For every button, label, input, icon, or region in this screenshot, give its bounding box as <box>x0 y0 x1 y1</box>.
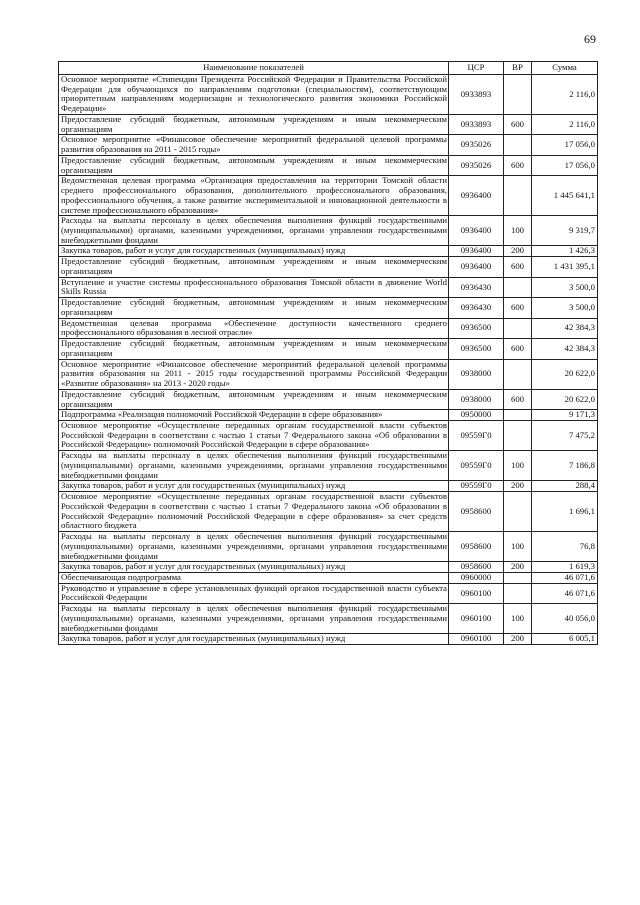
row-name-cell: Расходы на выплаты персоналу в целях обеспечения выполнения функций государственными (муниципальными) органами, казенными учреждениями, органами управления государственными внебюджетными фондами <box>59 604 449 634</box>
row-name-cell: Вступление и участие системы профессионального образования Томской области в движение World Skills Russia <box>59 277 449 297</box>
table-row <box>59 75 598 115</box>
row-vr-cell <box>504 572 532 583</box>
table-row <box>59 339 598 359</box>
row-name-cell: Основное мероприятие «Осуществление переданных органам государственной власти субъектов Российской Федерации в соответствии с частью 1 статьи 7 Федерального закона «Об образовании в Российской Федерации» полномочий Российской Федерации в сфере образования» за счет средств областного бюджета <box>59 492 449 532</box>
table-row <box>59 451 598 481</box>
table-row <box>59 114 598 134</box>
table-row <box>59 492 598 532</box>
row-vr-cell: 600 <box>504 298 532 318</box>
row-name-cell: Предоставление субсидий бюджетным, автономным учреждениям и иным некоммерческим организациям <box>59 298 449 318</box>
row-csr-cell: 09559Г0 <box>449 451 504 481</box>
row-sum-cell: 3 500,0 <box>532 277 598 297</box>
table-row <box>59 583 598 603</box>
row-vr-cell: 600 <box>504 114 532 134</box>
row-sum-cell: 20 622,0 <box>532 389 598 409</box>
row-csr-cell: 0938000 <box>449 359 504 389</box>
row-vr-cell <box>504 176 532 216</box>
row-name-cell: Основное мероприятие «Осуществление переданных органам государственной власти субъектов Российской Федерации в соответствии с частью 1 статьи 7 Федерального закона «Об образовании в Российской Федерации» полномочий Российской Федерации в сфере образования» <box>59 420 449 450</box>
row-sum-cell: 1 696,1 <box>532 492 598 532</box>
row-sum-cell: 40 056,0 <box>532 604 598 634</box>
row-csr-cell: 09559Г0 <box>449 420 504 450</box>
row-name-cell: Расходы на выплаты персоналу в целях обеспечения выполнения функций государственными (муниципальными) органами, казенными учреждениями, органами управления государственными внебюджетными фондами <box>59 532 449 562</box>
budget-table <box>58 61 598 645</box>
row-sum-cell: 46 071,6 <box>532 572 598 583</box>
row-sum-cell: 76,8 <box>532 532 598 562</box>
row-sum-cell: 42 384,3 <box>532 318 598 338</box>
table-row <box>59 389 598 409</box>
row-vr-cell: 100 <box>504 216 532 246</box>
table-row <box>59 318 598 338</box>
row-csr-cell: 0936400 <box>449 257 504 277</box>
row-vr-cell <box>504 410 532 421</box>
row-csr-cell: 0936430 <box>449 277 504 297</box>
row-vr-cell: 200 <box>504 634 532 645</box>
row-sum-cell: 1 619,3 <box>532 562 598 573</box>
row-csr-cell: 0935026 <box>449 155 504 175</box>
table-row <box>59 246 598 257</box>
table-row <box>59 135 598 155</box>
row-sum-cell: 1 426,3 <box>532 246 598 257</box>
row-sum-cell: 42 384,3 <box>532 339 598 359</box>
row-vr-cell <box>504 583 532 603</box>
row-name-cell: Закупка товаров, работ и услуг для государственных (муниципальных) нужд <box>59 562 449 573</box>
row-name-cell: Предоставление субсидий бюджетным, автономным учреждениям и иным некоммерческим организациям <box>59 339 449 359</box>
table-row <box>59 532 598 562</box>
row-csr-cell: 0958600 <box>449 562 504 573</box>
row-sum-cell: 2 116,0 <box>532 75 598 115</box>
row-name-cell: Расходы на выплаты персоналу в целях обеспечения выполнения функций государственными (муниципальными) органами, казенными учреждениями, органами управления государственными внебюджетными фондами <box>59 451 449 481</box>
table-row <box>59 410 598 421</box>
row-vr-cell: 100 <box>504 532 532 562</box>
row-sum-cell: 6 005,1 <box>532 634 598 645</box>
row-name-cell: Обеспечивающая подпрограмма <box>59 572 449 583</box>
row-vr-cell: 600 <box>504 389 532 409</box>
row-vr-cell <box>504 359 532 389</box>
row-csr-cell: 0960100 <box>449 583 504 603</box>
row-csr-cell: 0935026 <box>449 135 504 155</box>
row-name-cell: Закупка товаров, работ и услуг для государственных (муниципальных) нужд <box>59 481 449 492</box>
row-vr-cell: 200 <box>504 246 532 257</box>
row-vr-cell: 100 <box>504 451 532 481</box>
row-csr-cell: 0950000 <box>449 410 504 421</box>
row-sum-cell: 3 500,0 <box>532 298 598 318</box>
table-row <box>59 298 598 318</box>
row-vr-cell: 200 <box>504 562 532 573</box>
row-sum-cell: 7 186,8 <box>532 451 598 481</box>
row-sum-cell: 17 056,0 <box>532 155 598 175</box>
table-row <box>59 176 598 216</box>
row-csr-cell: 0938000 <box>449 389 504 409</box>
row-csr-cell: 0933893 <box>449 75 504 115</box>
row-sum-cell: 17 056,0 <box>532 135 598 155</box>
row-vr-cell <box>504 318 532 338</box>
row-sum-cell: 288,4 <box>532 481 598 492</box>
table-row <box>59 155 598 175</box>
row-vr-cell: 200 <box>504 481 532 492</box>
table-row <box>59 562 598 573</box>
row-name-cell: Предоставление субсидий бюджетным, автономным учреждениям и иным некоммерческим организациям <box>59 257 449 277</box>
row-csr-cell: 09559Г0 <box>449 481 504 492</box>
row-sum-cell: 9 171,3 <box>532 410 598 421</box>
table-row <box>59 604 598 634</box>
row-name-cell: Предоставление субсидий бюджетным, автономным учреждениям и иным некоммерческим организациям <box>59 114 449 134</box>
row-sum-cell: 46 071,6 <box>532 583 598 603</box>
row-name-cell: Руководство и управление в сфере установленных функций органов государственной власти субъекта Российской Федерации <box>59 583 449 603</box>
row-sum-cell: 20 622,0 <box>532 359 598 389</box>
row-sum-cell: 1 445 641,1 <box>532 176 598 216</box>
row-vr-cell: 600 <box>504 339 532 359</box>
row-vr-cell <box>504 135 532 155</box>
row-vr-cell <box>504 75 532 115</box>
row-csr-cell: 0933893 <box>449 114 504 134</box>
row-sum-cell: 7 475,2 <box>532 420 598 450</box>
row-name-cell: Предоставление субсидий бюджетным, автономным учреждениям и иным некоммерческим организациям <box>59 155 449 175</box>
row-csr-cell: 0958600 <box>449 532 504 562</box>
row-sum-cell: 1 431 395,1 <box>532 257 598 277</box>
row-vr-cell <box>504 277 532 297</box>
table-row <box>59 481 598 492</box>
table-row <box>59 359 598 389</box>
row-name-cell: Ведомственная целевая программа «Обеспечение доступности качественного среднего профессионального образования в лесной отрасли» <box>59 318 449 338</box>
row-vr-cell: 600 <box>504 257 532 277</box>
table-row <box>59 420 598 450</box>
row-csr-cell: 0936400 <box>449 176 504 216</box>
table-row <box>59 277 598 297</box>
header-name: Наименование показателей <box>59 62 449 75</box>
row-sum-cell: 2 116,0 <box>532 114 598 134</box>
header-csr: ЦСР <box>449 62 504 75</box>
row-name-cell: Закупка товаров, работ и услуг для государственных (муниципальных) нужд <box>59 246 449 257</box>
row-name-cell: Ведомственная целевая программа «Организация предоставления на территории Томской области среднего профессионального образования, дополнительного профессионального образования, профессионального обучения, а также развитие экспериментальной и инновационной деятельности в системе профессионального образования» <box>59 176 449 216</box>
row-csr-cell: 0936400 <box>449 246 504 257</box>
row-csr-cell: 0958600 <box>449 492 504 532</box>
row-csr-cell: 0936400 <box>449 216 504 246</box>
table-row <box>59 572 598 583</box>
header-vr: ВР <box>504 62 532 75</box>
page-number: 69 <box>584 32 596 46</box>
table-header-row <box>59 62 598 75</box>
row-vr-cell <box>504 492 532 532</box>
row-sum-cell: 9 319,7 <box>532 216 598 246</box>
table-row <box>59 216 598 246</box>
row-csr-cell: 0960100 <box>449 604 504 634</box>
row-csr-cell: 0960000 <box>449 572 504 583</box>
row-name-cell: Закупка товаров, работ и услуг для государственных (муниципальных) нужд <box>59 634 449 645</box>
table-row <box>59 634 598 645</box>
row-name-cell: Основное мероприятие «Финансовое обеспечение мероприятий федеральной целевой программы развития образования на 2011 - 2015 годы» <box>59 135 449 155</box>
row-name-cell: Основное мероприятие «Финансовое обеспечение мероприятий федеральной целевой программы развития образования на 2011 - 2015 годы государственной программы Российской Федерации «Развитие образования» на 2013 - 2020 годы» <box>59 359 449 389</box>
row-vr-cell: 600 <box>504 155 532 175</box>
table-row <box>59 257 598 277</box>
row-name-cell: Расходы на выплаты персоналу в целях обеспечения выполнения функций государственными (муниципальными) органами, казенными учреждениями, органами управления государственными внебюджетными фондами <box>59 216 449 246</box>
row-vr-cell: 100 <box>504 604 532 634</box>
row-csr-cell: 0960100 <box>449 634 504 645</box>
row-name-cell: Основное мероприятие «Стипендии Президента Российской Федерации и Правительства Российской Федерации для обучающихся по направлениям подготовки (специальностям), соответствующим приоритетным направлениям модернизации и технологического развития экономики Российской Федерации» <box>59 75 449 115</box>
row-name-cell: Подпрограмма «Реализация полномочий Российской Федерации в сфере образования» <box>59 410 449 421</box>
row-csr-cell: 0936500 <box>449 339 504 359</box>
row-csr-cell: 0936500 <box>449 318 504 338</box>
row-vr-cell <box>504 420 532 450</box>
row-name-cell: Предоставление субсидий бюджетным, автономным учреждениям и иным некоммерческим организациям <box>59 389 449 409</box>
row-csr-cell: 0936430 <box>449 298 504 318</box>
table-body <box>59 75 598 645</box>
header-sum: Сумма <box>532 62 598 75</box>
